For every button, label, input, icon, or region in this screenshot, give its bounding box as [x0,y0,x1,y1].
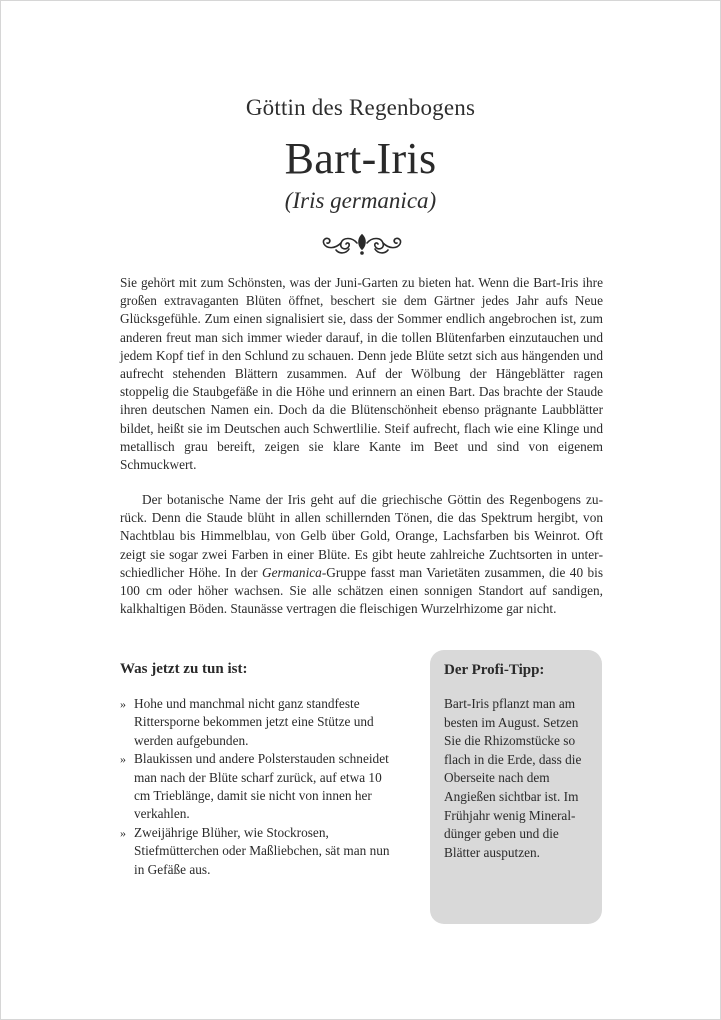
tip-heading: Der Profi-Tipp: [444,662,545,678]
page-subtitle: (Iris germanica) [284,188,437,213]
list-item-text: Blaukissen und andere Polsterstauden schneidet man nach der Blüte scharf zurück, auf etwa 10 cm Trieblänge, damit sie nicht von innen her verkahlen. [134,751,389,822]
body-paragraph-2 [120,491,603,618]
list-item [120,695,392,750]
todo-heading: Was jetzt zu tun ist: [120,661,248,677]
bullet-marker: » [120,697,126,711]
tip-text: Bart-Iris pflanzt man am besten im August. Setzen Sie die Rhizomstücke so flach in die Erde, dass die Oberseite nach dem Angießen sichtbar ist. Im Frühjahr wenig Mineraldünger geben und die Blätter ausputzen. [444,696,582,860]
body-paragraph-2-part-1: Der botanische Name der Iris geht auf die griechische Göttin des Regenbogens zurück. Denn die Staude blüht in allen schillernden Tönen, die das Spektrum hergibt, von Nachtblau bis Himmelblau, von Gelb über Gold, Orange, Lachsfarben bis Weinrot. Oft zeigt sie sogar zwei Farben in einer Blüte. Es gibt heute zahlreiche Zuchtsorten in unterschiedlicher Höhe. In der [120,492,603,580]
bullet-marker: » [120,752,126,767]
body-paragraph-2-italic: Germanica [261,564,322,580]
profi-tip-box [430,650,602,924]
todo-list [120,695,392,879]
bullet-marker: » [120,825,126,840]
list-item [120,824,392,879]
list-item-text: Hohe und manchmal nicht ganz standfeste Rittersporne bekommen jetzt eine Stütze und werden aufgebunden. [134,696,374,748]
body-paragraph-1: Sie gehört mit zum Schönsten, was der Juni-Garten zu bieten hat. Wenn die Bart-Iris ihre großen extravaganten Blüten öffnet, beschert sie dem Gärtner jedes Jahr aufs Neue Glücksgefühle. Zum einen signalisiert sie, dass der Sommer endlich angebrochen ist, zum anderen freut man sich immer wieder darauf, in die tollen Blütenfarben einzutauchen und jedem Kopf tief in den Schlund zu schauen. Denn jede Blüte setzt sich aus hängenden und aufrecht stehenden Blättern zusammen. Auf der Wölbung der Hängeblätter ragen stoppelig die Staubgefäße in die Höhe und erinnern an einen Bart. Das brachte der Staude ihren deutschen Namen ein. Doch da die Blütenschönheit ebenso prägnante Laubblätter bildet, heißt sie im Deutschen auch Schwertlilie. Steif aufrecht, flach wie eine Klinge und metallisch grau bereift, zeigen sie klare Kante im Beet und sind von eigenem Schmuckwert. [120,275,603,473]
page-title: Bart-Iris [284,134,437,183]
list-item [120,750,392,824]
flourish-ornament-icon [319,229,405,259]
page-kicker: Göttin des Regenbogens [245,95,476,120]
body-paragraph-2-part-2: -Gruppe fasst man Varietäten zusammen, die 40 bis 100 cm oder höher wachsen. Sie alle schätzen einen sonnigen Standort auf sandigen, kalkhaltigen Böden. Staunässe vertragen die fleischigen Wurzelrhizome gar nicht. [120,564,604,617]
list-item-text: Zweijährige Blüher, wie Stockrosen, Stiefmütterchen oder Maßliebchen, sät man nun in Gefäße aus. [134,824,390,877]
